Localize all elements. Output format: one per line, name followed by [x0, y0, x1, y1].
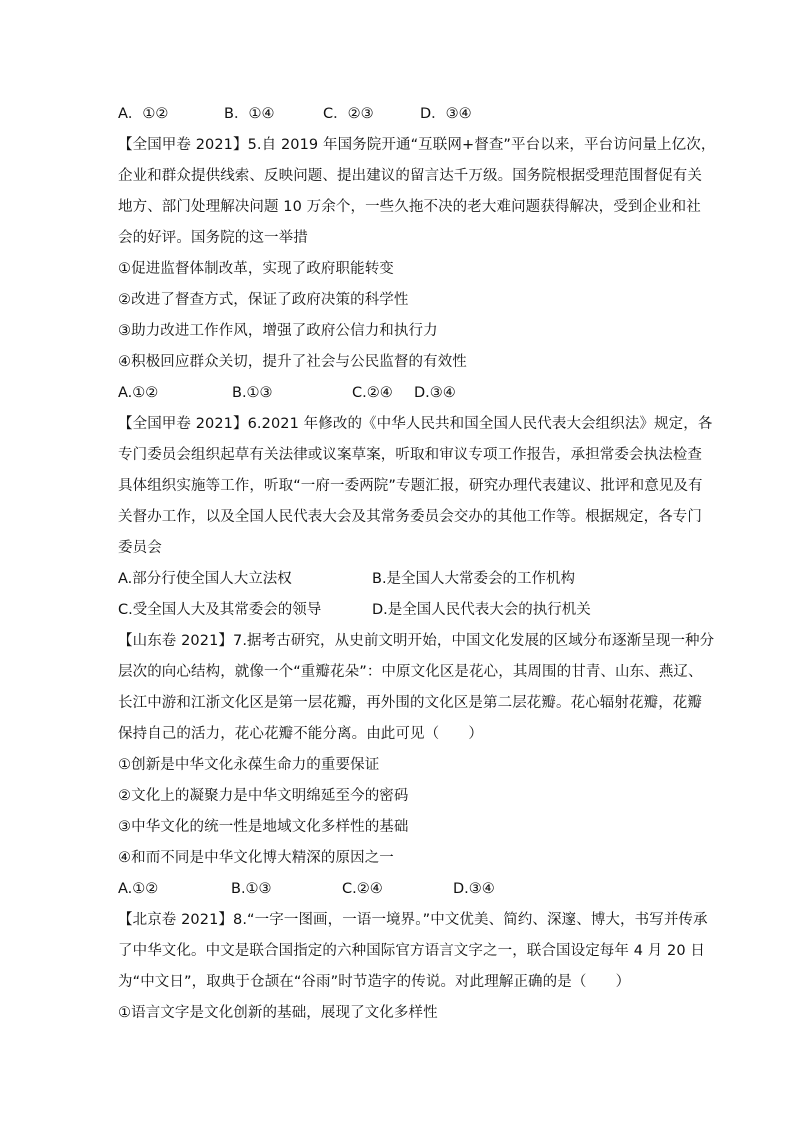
question-5-item: ①促进监督体制改革，实现了政府职能转变	[118, 261, 394, 277]
question-8-stem-line: 为“中文日”，取典于仓颉在“谷雨”时节造字的传说。对此理解正确的是（ ）	[118, 974, 631, 990]
question-6-stem-line: 关督办工作，以及全国人民代表大会及其常务委员会交办的其他工作等。根据规定，各专门	[118, 509, 702, 525]
question-5-item: ②改进了督查方式，保证了政府决策的科学性	[118, 292, 409, 308]
option-a: A.①②	[118, 881, 159, 897]
question-8-stem-line: 了中华文化。中文是联合国指定的六种国际官方语言文字之一，联合国设定每年 4 月 20 日	[118, 943, 706, 959]
question-5-stem-line: 企业和群众提供线索、反映问题、提出建议的留言达千万级。国务院根据受理范围督促有关	[118, 168, 702, 184]
question-6-stem-line: 委员会	[118, 540, 162, 556]
option-a: A.①②	[118, 385, 159, 401]
question-7-item: ②文化上的凝聚力是中华文明绵延至今的密码	[118, 788, 409, 804]
option-d: D.③④	[414, 385, 456, 401]
option-b: B.①③	[231, 881, 272, 897]
question-8-stem-line: 【北京卷 2021】8.“一字一图画，一语一境界。”中文优美、简约、深邃、博大，书写并传承	[118, 912, 708, 928]
option-a: A.部分行使全国人大立法权	[118, 571, 292, 587]
option-c: C.受全国人大及其常委会的领导	[118, 602, 322, 618]
question-8-item: ①语言文字是文化创新的基础，展现了文化多样性	[118, 1005, 438, 1021]
question-5-stem-line: 地方、部门处理解决问题 10 万余个，一些久拖不决的老大难问题获得解决，受到企业和社	[118, 199, 701, 215]
option-b: B.①③	[232, 385, 273, 401]
question-5-stem-line: 会的好评。国务院的这一举措	[118, 230, 308, 246]
question-7-item: ①创新是中华文化永葆生命力的重要保证	[118, 757, 380, 773]
question-7-stem-line: 【山东卷 2021】7.据考古研究，从史前文明开始，中国文化发展的区域分布逐渐呈现一种分	[118, 633, 715, 649]
question-5-item: ③助力改进工作作风，增强了政府公信力和执行力	[118, 323, 438, 339]
question-5-stem-line: 【全国甲卷 2021】5.自 2019 年国务院开通“互联网+督查”平台以来，平台访问量上亿次，	[118, 137, 716, 153]
question-7-stem-line: 保持自己的活力，花心花瓣不能分离。由此可见（ ）	[118, 726, 483, 742]
question-6-stem-line: 【全国甲卷 2021】6.2021 年修改的《中华人民共和国全国人民代表大会组织法》规定，各	[118, 416, 713, 432]
question-7-stem-line: 长江中游和江浙文化区是第一层花瓣，再外围的文化区是第二层花瓣。花心辐射花瓣，花瓣	[118, 695, 702, 711]
option-a: A．①②	[118, 106, 169, 122]
question-5-item: ④积极回应群众关切，提升了社会与公民监督的有效性	[118, 354, 467, 370]
option-b: B．①④	[224, 106, 275, 122]
question-6-stem-line: 具体组织实施等工作，听取“一府一委两院”专题汇报，研究办理代表建议、批评和意见及有	[118, 478, 703, 494]
option-d: D．③④	[420, 106, 472, 122]
question-7-stem-line: 层次的向心结构，就像一个“重瓣花朵”：中原文化区是花心，其周围的甘青、山东、燕辽、	[118, 664, 703, 680]
option-d: D.③④	[453, 881, 495, 897]
option-c: C.②④	[342, 881, 383, 897]
option-c: C．②③	[323, 106, 374, 122]
question-7-item: ④和而不同是中华文化博大精深的原因之一	[118, 850, 394, 866]
question-7-item: ③中华文化的统一性是地域文化多样性的基础	[118, 819, 409, 835]
option-d: D.是全国人民代表大会的执行机关	[372, 602, 591, 618]
question-6-stem-line: 专门委员会组织起草有关法律或议案草案，听取和审议专项工作报告，承担常委会执法检查	[118, 447, 702, 463]
option-c: C.②④	[352, 385, 393, 401]
option-b: B.是全国人大常委会的工作机构	[372, 571, 576, 587]
